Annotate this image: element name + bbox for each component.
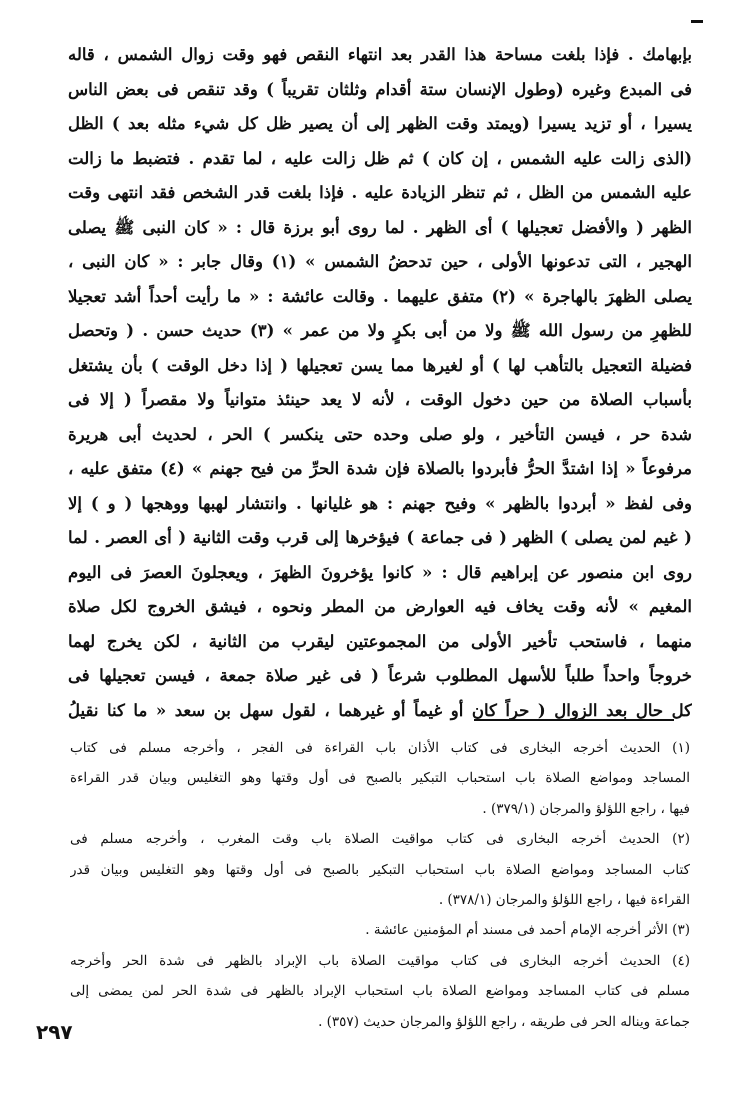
footnote-line: (٢) الحديث أخرجه البخارى فى كتاب مواقيت الصلاة باب وقت المغرب ، وأخرجه مسلم فى xyxy=(70,831,690,848)
text-line: بإبهامك . فإذا بلغت مساحة هذا القدر بعد انتهاء النقص فهو وقت زوال الشمس ، قاله xyxy=(68,45,692,64)
corner-mark xyxy=(691,20,703,23)
text-line: المغيم » لأنه وقت يخاف فيه العوارض من المطر ونحوه ، فيشق الخروج لكل صلاة xyxy=(68,597,692,616)
footnote-line: القراءة فيها ، راجع اللؤلؤ والمرجان (٣٧٨/١) . xyxy=(438,891,690,908)
text-line: يصلى الظهرَ بالهاجرة » (٢) متفق عليهما . وقالت عائشة : « ما رأيت أحداً أشد تعجيلا xyxy=(68,286,692,306)
text-line: فى المبدع وغيره (وطول الإنسان ستة أقدام وثلثان تقريباً ) وقد تنقص فى بعض الناس xyxy=(68,79,692,99)
text-line: الهجير ، التى تدعونها الأولى ، حين تدحضُ الشمس » (١) وقال جابر : « كان النبى ، xyxy=(68,252,692,271)
text-line: بأسباب الصلاة من حين دخول الوقت ، لأنه لا يعد حينئذ متوانياً ولا مقصراً ( إلا فى xyxy=(68,390,692,409)
page-number: ٢٩٧ xyxy=(36,1020,73,1044)
footnote-line: (١) الحديث أخرجه البخارى فى كتاب الأذان باب القراءة فى الفجر ، وأخرجه مسلم فى كتاب xyxy=(70,740,690,756)
footnote-line: فيها ، راجع اللؤلؤ والمرجان (٣٧٩/١) . xyxy=(482,800,690,817)
text-line: وفى لفظ « أبردوا بالظهر » وفيح جهنم : هو غليانها . وانتشار لهبها ووهجها ( و ) إلا xyxy=(68,493,692,513)
text-line: كل حال بعد الزوال ( حراً كان أو غيماً أو غيرهما ، لقول سهل بن سعد « ما كنا نقيلُ xyxy=(68,700,692,720)
text-line: ( غيم لمن يصلى ) الظهر ( فى جماعة ) فيؤخرها إلى قرب وقت الثانية ( أى العصر . لما xyxy=(68,528,692,547)
main-text-block xyxy=(68,38,692,728)
footnote-line: المساجد ومواضع الصلاة باب استحباب التبكير بالصبح فى أول وقتها وهو التغليس وبيان قدر القراءة xyxy=(70,770,690,787)
footnote-line: مسلم فى كتاب المساجد ومواضع الصلاة باب استحباب الإبراد بالظهر فى شدة الحر لمن يمضى إلى xyxy=(70,983,690,1000)
text-line: فضيلة التعجيل بالتأهب لها ) أو لغيرها مما يسن تعجيلها ( إذا دخل الوقت ) بأن يشتغل xyxy=(68,355,692,375)
footnote-line: (٣) الأثر أخرجه الإمام أحمد فى مسند أم المؤمنين عائشة . xyxy=(365,922,690,939)
text-line: عليه الشمس من الظل ، ثم تنظر الزيادة عليه . فإذا بلغت قدر الشخص فقد انتهى وقت xyxy=(68,183,692,202)
text-line: للظهرِ من رسول الله ﷺ ولا من أبى بكرٍ ولا من عمر » (٣) حديث حسن . ( وتحصل xyxy=(68,321,692,340)
footnote-separator xyxy=(474,719,674,721)
text-line: شدة حر ، فيسن التأخير ، ولو صلى وحده حتى ينكسر ) الحر ، لحديث أبى هريرة xyxy=(68,424,692,444)
footnote-line: جماعة ويناله الحر فى طريقه ، راجع اللؤلؤ والمرجان حديث (٣٥٧) . xyxy=(318,1013,690,1030)
text-line: (الذى زالت عليه الشمس ، إن كان ) ثم ظل زالت عليه ، لما تقدم . فتضبط ما زالت xyxy=(68,148,692,168)
text-line: يسيرا ، أو تزيد يسيرا (ويمتد وقت الظهر إلى أن يصير ظل كل شيء مثله بعد ) الظل xyxy=(68,114,692,133)
text-line: مرفوعاً « إذا اشتدَّ الحرُّ فأبردوا بالصلاة فإن شدة الحرِّ من فيح جهنم » (٤) متفق عليه ، xyxy=(68,459,692,478)
text-line: خروجاً واحداً طلباً للأسهل المطلوب شرعاً ( فى غير صلاة جمعة ، فيسن تعجيلها فى xyxy=(68,666,692,685)
footnotes-block xyxy=(70,733,690,1037)
text-line: منهما ، فاستحب تأخير الأولى من المجموعتين ليقرب من الثانية ، لكن يخرج لهما xyxy=(68,631,692,651)
text-line: روى ابن منصور عن إبراهيم قال : « كانوا يؤخرونَ الظهرَ ، ويعجلونَ العصرَ فى اليوم xyxy=(68,562,692,582)
footnote-line: كتاب المساجد ومواضع الصلاة باب استحباب التبكير بالصبح فى أول وقتها وهو التغليس وبيان قدر xyxy=(70,861,690,878)
text-line: الظهر ( والأفضل تعجيلها ) أى الظهر . لما روى أبو برزة قال : « كان النبى ﷺ يصلى xyxy=(68,217,692,237)
footnote-line: (٤) الحديث أخرجه البخارى فى كتاب مواقيت الصلاة باب الإبراد بالظهر فى شدة الحر وأخرجه xyxy=(70,952,690,969)
